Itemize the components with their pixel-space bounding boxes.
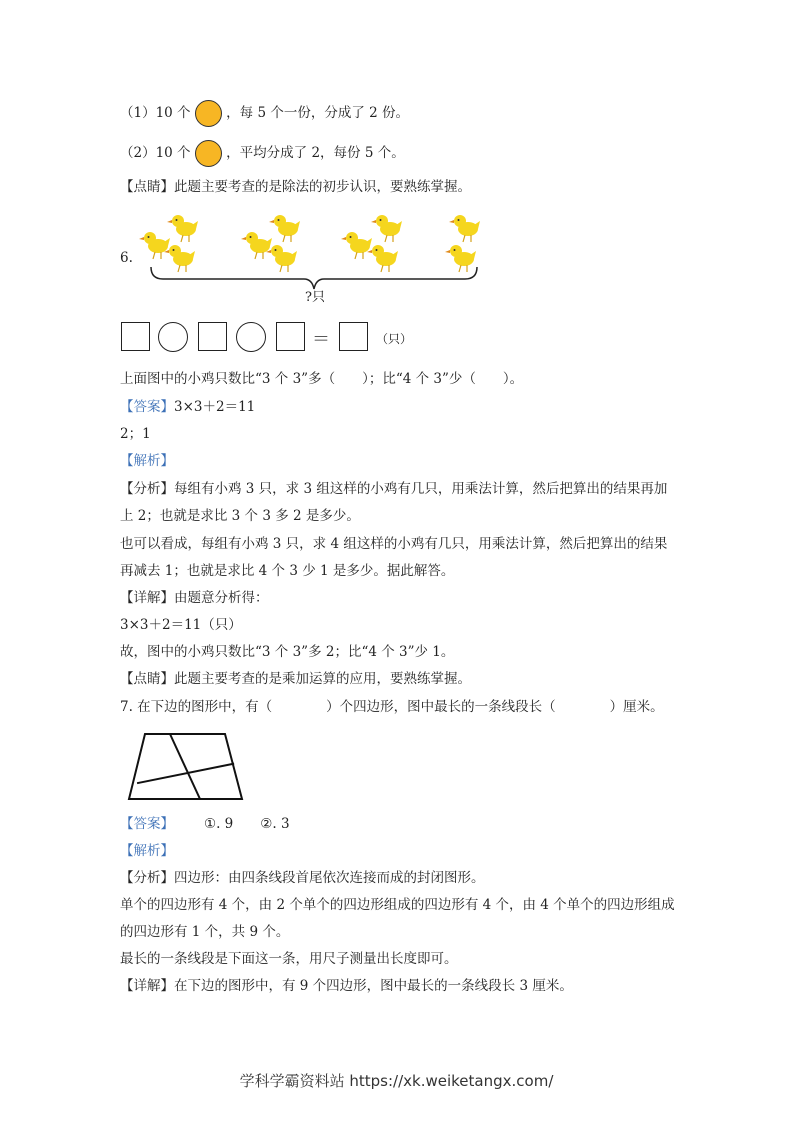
chick-group-3 bbox=[341, 215, 402, 272]
orange-circle-icon bbox=[195, 100, 222, 127]
chick-icon bbox=[341, 232, 372, 259]
line-2-prefix: （2）10 个 bbox=[120, 145, 191, 161]
q7-fenxi-2: 单个的四边形有 4 个，由 2 个单个的四边形组成的四边形有 4 个，由 4 个单个的四边形组成 bbox=[120, 897, 675, 913]
chick-group-1 bbox=[139, 215, 198, 272]
chick-icon bbox=[167, 215, 198, 242]
fenxi-text: 每组有小鸡 3 只，求 3 组这样的小鸡有几只，用乘法计算，然后把算出的结果再加 bbox=[174, 481, 668, 497]
q7-fenxi-4: 最长的一条线段是下面这一条，用尺子测量出长度即可。 bbox=[120, 951, 458, 967]
note-text: 此题主要考查的是除法的初步认识，要熟练掌握。 bbox=[174, 179, 471, 195]
chick-icon bbox=[371, 215, 402, 242]
brace-label: ?只 bbox=[305, 290, 325, 305]
fenxi-tag: 【分析】 bbox=[120, 481, 174, 497]
q6-fenxi-4: 再减去 1；也就是求比 4 个 3 少 1 是多少。据此解答。 bbox=[120, 563, 455, 579]
quadrilateral-figure bbox=[125, 729, 250, 805]
detail-text: 由题意分析得： bbox=[174, 590, 269, 606]
blank-box[interactable] bbox=[121, 322, 150, 351]
line-2-suffix: ，平均分成了 2，每份 5 个。 bbox=[226, 145, 405, 161]
q6-conclusion: 故，图中的小鸡只数比“3 个 3”多 2；比“4 个 3”少 1。 bbox=[120, 644, 455, 660]
q7-answer bbox=[120, 814, 290, 834]
line-1-suffix: ，每 5 个一份，分成了 2 份。 bbox=[226, 105, 409, 121]
p5-note bbox=[120, 177, 471, 197]
chick-icon bbox=[269, 215, 300, 242]
blank-box[interactable] bbox=[276, 322, 305, 351]
footer-watermark[interactable]: 学科学霸资料站 https://xk.weiketangx.com/ bbox=[239, 1072, 554, 1090]
chick-group-4 bbox=[445, 215, 480, 272]
q6-detail bbox=[120, 588, 269, 608]
q6-note bbox=[120, 669, 471, 689]
q6-question: 上面图中的小鸡只数比“3 个 3”多（ ）；比“4 个 3”少（ ）。 bbox=[120, 371, 524, 387]
q6-fenxi-1 bbox=[120, 479, 667, 499]
q7-analysis-tag: 【解析】 bbox=[120, 843, 174, 859]
note-text: 此题主要考查的是乘加运算的应用，要熟练掌握。 bbox=[174, 671, 471, 687]
q6-fenxi-3: 也可以看成，每组有小鸡 3 只，求 4 组这样的小鸡有几只，用乘法计算，然后把算出的结果 bbox=[120, 536, 668, 552]
chick-icon bbox=[445, 245, 476, 272]
q6-answer bbox=[120, 397, 255, 417]
question-number: 6. bbox=[120, 250, 133, 266]
q7-fenxi-1 bbox=[120, 868, 485, 888]
q7-question: 7. 在下边的图形中，有（ ）个四边形，图中最长的一条线段长（ ）厘米。 bbox=[120, 699, 664, 715]
detail-tag: 【详解】 bbox=[120, 590, 174, 606]
chick-icon bbox=[367, 245, 398, 272]
blank-box[interactable] bbox=[198, 322, 227, 351]
equals-sign: ＝ bbox=[312, 329, 330, 350]
q6-analysis-tag: 【解析】 bbox=[120, 453, 174, 469]
detail-text: 在下边的图形中，有 9 个四边形，图中最长的一条线段长 3 厘米。 bbox=[174, 978, 573, 994]
q6-fenxi-2: 上 2；也就是求比 3 个 3 多 2 是多少。 bbox=[120, 508, 360, 524]
fenxi-text: 四边形：由四条线段首尾依次连接而成的封闭图形。 bbox=[174, 870, 485, 886]
note-tag: 【点睛】 bbox=[120, 671, 174, 687]
answer-text: 3×3＋2＝11 bbox=[174, 399, 256, 415]
answer-line-2 bbox=[120, 140, 405, 167]
answer-tag: 【答案】 bbox=[120, 816, 174, 832]
detail-tag: 【详解】 bbox=[120, 978, 174, 994]
line-1-prefix: （1）10 个 bbox=[120, 105, 191, 121]
blank-box[interactable] bbox=[339, 322, 368, 351]
fenxi-tag: 【分析】 bbox=[120, 870, 174, 886]
q6-calc: 3×3＋2＝11（只） bbox=[120, 617, 242, 633]
q7-fenxi-3: 的四边形有 1 个，共 9 个。 bbox=[120, 924, 290, 940]
chick-icon bbox=[266, 245, 297, 272]
answer-line-1 bbox=[120, 100, 409, 127]
chick-icon bbox=[139, 232, 170, 259]
answer-text: ①. 9 ②. 3 bbox=[204, 816, 290, 832]
q6-answer-line-2: 2；1 bbox=[120, 426, 151, 442]
chick-icon bbox=[164, 245, 195, 272]
inner-segment-a bbox=[170, 734, 200, 799]
note-tag: 【点睛】 bbox=[120, 179, 174, 195]
chick-icon bbox=[449, 215, 480, 242]
orange-circle-icon bbox=[195, 140, 222, 167]
q7-detail bbox=[120, 976, 573, 996]
blank-circle[interactable] bbox=[236, 322, 266, 352]
blank-circle[interactable] bbox=[158, 322, 188, 352]
chick-group-2 bbox=[241, 215, 300, 272]
unit-label: （只） bbox=[376, 332, 413, 346]
chick-icon bbox=[241, 232, 272, 259]
answer-tag: 【答案】 bbox=[120, 399, 174, 415]
